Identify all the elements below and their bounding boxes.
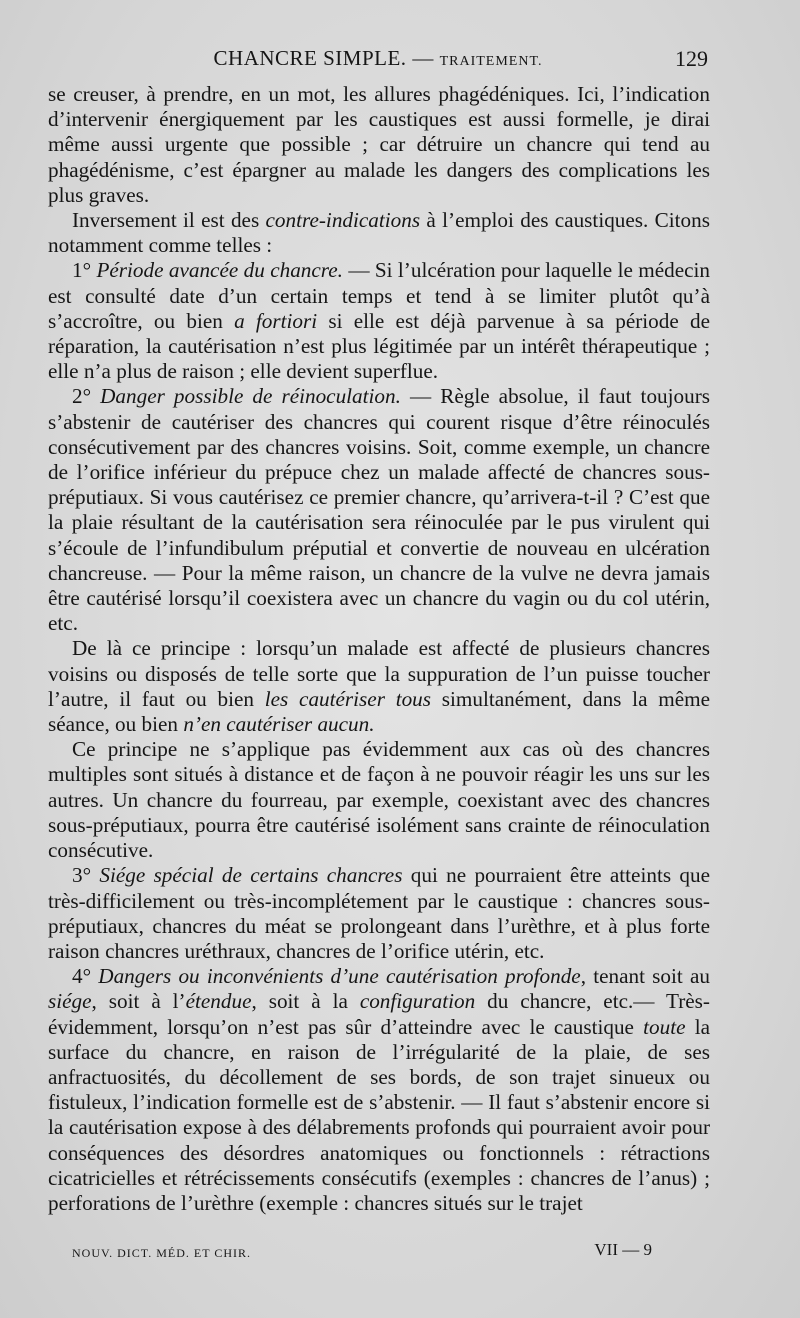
text-run: Inversement il est des — [72, 208, 266, 233]
italic-phrase: configuration — [359, 989, 476, 1014]
text-run: Ce principe ne s’applique pas évidemment aux cas où des chancres multiples sont situés à distance et de façon à ne pouvoir réagir les uns sur les autres. Un chancre du fourreau, par exemple, coexistant avec des chancres sous-préputiaux, pourra être cautérisé isolément sans crainte de réinoculation consécutive. — [48, 737, 710, 863]
italic-phrase: Danger possible de réinoculation. — [100, 384, 401, 409]
text-run: simultanément, dans la même séance, ou bien — [48, 686, 710, 737]
italic-phrase: étendue — [185, 989, 252, 1014]
body-text — [48, 82, 710, 1216]
text-run: la surface du chancre, en raison de l’irrégularité de la plaie, de ses anfractuosités, du décollement de ses bords, de son trajet sinueux ou fistuleux, l’indication formelle est de s’abstenir. — Il faut s’abstenir encore si la cautérisation expose à des délabrements profonds qui pourraient avoir pour conséquences des désordres anatomiques ou fonctionnels : rétractions cicatricielles et rétrécissements consécutifs (exemples : chancres de l’anus) ; perforations de l’urèthre (exemple : chancres situés sur le trajet — [48, 1014, 710, 1215]
printer-signature: NOUV. DICT. MÉD. ET CHIR. — [72, 1246, 252, 1260]
italic-phrase: n’en cautériser aucun. — [183, 712, 375, 737]
text-run: — Si l’ulcération pour laquelle le médecin est consulté date d’un certain temps et tend à se limiter plutôt qu’à s’accroître, ou bien — [48, 258, 710, 333]
paragraph — [48, 258, 710, 384]
page-number: 129 — [675, 46, 708, 71]
running-head — [48, 46, 708, 71]
text-run: , soit à la — [251, 989, 360, 1014]
text-run: , tenant soit au — [580, 964, 710, 989]
text-run: 2° — [72, 384, 101, 409]
text-run: , soit à l’ — [91, 989, 186, 1014]
running-head-dash: — — [406, 46, 440, 70]
text-run: qui ne pourraient être atteints que très-difficilement ou très-incomplétement par le caustique : chancres sous-préputiaux, chancres du méat se prolongeant dans l’urèthre, et à plus forte raison chancres uréthraux, chancres de l’orifice utérin, etc. — [48, 863, 710, 963]
text-run: si elle est déjà parvenue à sa période de réparation, la cautérisation n’est plus légitimée par un intérêt thérapeutique ; elle n’a plus de raison ; elle devient superflue. — [48, 308, 710, 384]
italic-phrase: Siége spécial de certains chancres — [99, 863, 403, 888]
text-run: 4° — [72, 964, 99, 989]
italic-phrase: toute — [643, 1014, 686, 1039]
italic-phrase: les cautériser tous — [264, 686, 432, 711]
paragraph — [48, 82, 710, 208]
text-run: 3° — [72, 863, 100, 888]
paragraph — [48, 208, 710, 258]
paragraph — [48, 384, 710, 636]
italic-phrase: siége — [48, 989, 92, 1014]
italic-phrase: contre-indications — [265, 208, 421, 233]
text-run: à l’emploi des caustiques. Citons notamment comme telles : — [48, 208, 710, 258]
text-run: — Règle absolue, il faut toujours s’abstenir de cautériser des chancres qui courent risque d’être réinoculés consécutivement par des chancres voisins. Soit, comme exemple, un chancre de l’orifice inférieur du prépuce chez un malade affecté de chancres sous-préputiaux. Si vous cautérisez ce premier chancre, qu’arrivera-t-il ? C’est que la plaie résultant de la cautérisation sera réinoculée par le pus virulent qui s’écoule de l’infundibulum préputial et convertie de nouveau en ulcération chancreuse. — Pour la même raison, un chancre de la vulve ne devra jamais être cautérisé lorsqu’il coexistera avec un chancre du vagin ou du col utérin, etc. — [48, 384, 711, 636]
paragraph — [48, 964, 710, 1216]
text-run: 1° — [72, 258, 97, 283]
running-head-title: CHANCRE SIMPLE. — [213, 46, 407, 70]
page-footer — [72, 1240, 652, 1264]
volume-marker: VII — 9 — [594, 1240, 652, 1259]
italic-phrase: a fortiori — [234, 308, 318, 333]
running-head-subtitle: TRAITEMENT. — [439, 54, 543, 69]
paragraph — [48, 863, 710, 964]
italic-phrase: Période avancée du chancre. — [96, 258, 343, 283]
italic-phrase: Dangers ou inconvénients d’une cautérisation profonde — [98, 964, 581, 989]
text-run: du chancre, etc.— Très-évidemment, lorsqu’on n’est pas sûr d’atteindre avec le caustique — [48, 989, 710, 1039]
text-run: se creuser, à prendre, en un mot, les allures phagédéniques. Ici, l’indication d’intervenir énergiquement par les caustiques est aussi formelle, je dirai même aussi urgente que possible ; car détruire un chancre qui tend au phagédénisme, c’est épargner au malade les dangers des complications les plus graves. — [48, 82, 710, 207]
paragraph — [48, 636, 710, 737]
text-run: De là ce principe : lorsqu’un malade est affecté de plusieurs chancres voisins ou disposés de telle sorte que la suppuration de l’un puisse toucher l’autre, il faut ou bien — [48, 636, 710, 711]
page-header — [48, 46, 708, 76]
paragraph — [48, 737, 710, 863]
